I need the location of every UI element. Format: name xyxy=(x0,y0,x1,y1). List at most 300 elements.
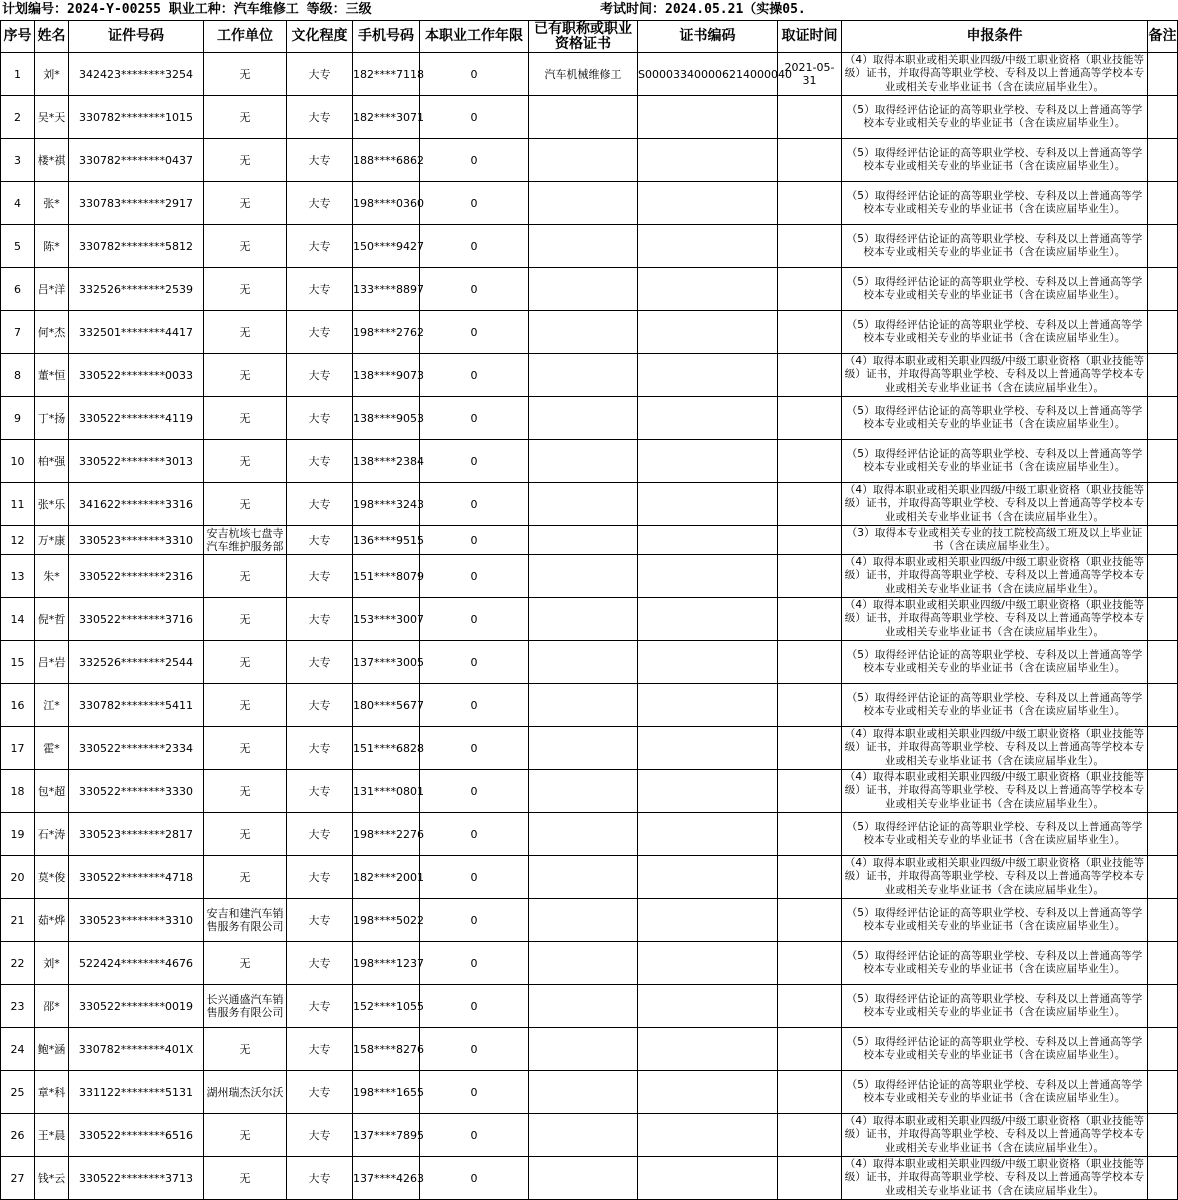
col-cert-code-cell xyxy=(638,942,778,985)
col-conditions-cell: （5）取得经评估论证的高等职业学校、专科及以上普通高等学校本专业或相关专业的毕业证书（含在读应届毕业生）。 xyxy=(842,942,1148,985)
col-existing-cert-cell xyxy=(529,397,638,440)
col-cert-date-cell xyxy=(778,813,842,856)
col-conditions-cell: （4）取得本职业或相关职业四级/中级工职业资格（职业技能等级）证书，并取得高等职业学校、专科及以上普通高等学校本专业或相关专业毕业证书（含在读应届毕业生）。 xyxy=(842,856,1148,899)
table-row xyxy=(1,770,1178,813)
col-conditions-cell: （5）取得经评估论证的高等职业学校、专科及以上普通高等学校本专业或相关专业的毕业证书（含在读应届毕业生）。 xyxy=(842,225,1148,268)
col-conditions-cell: （5）取得经评估论证的高等职业学校、专科及以上普通高等学校本专业或相关专业的毕业证书（含在读应届毕业生）。 xyxy=(842,139,1148,182)
col-existing-cert-cell xyxy=(529,856,638,899)
col-phone-cell: 150****9427 xyxy=(353,225,420,268)
col-seq-cell: 21 xyxy=(1,899,35,942)
col-existing-cert-cell xyxy=(529,813,638,856)
col-existing-cert-cell xyxy=(529,641,638,684)
col-conditions-cell: （4）取得本职业或相关职业四级/中级工职业资格（职业技能等级）证书，并取得高等职业学校、专科及以上普通高等学校本专业或相关专业毕业证书（含在读应届毕业生）。 xyxy=(842,770,1148,813)
col-existing-cert-cell xyxy=(529,727,638,770)
col-cert-code-cell xyxy=(638,856,778,899)
col-note-cell xyxy=(1148,813,1178,856)
col-existing-cert-cell xyxy=(529,96,638,139)
col-cert-date-cell xyxy=(778,1157,842,1200)
col-name-cell: 包*超 xyxy=(35,770,69,813)
table-row xyxy=(1,1114,1178,1157)
col-years-cell: 0 xyxy=(420,139,529,182)
col-cert-date-cell xyxy=(778,770,842,813)
col-phone-cell: 158****8276 xyxy=(353,1028,420,1071)
col-existing-cert-cell xyxy=(529,440,638,483)
col-id-number-cell: 332501********4417 xyxy=(69,311,204,354)
table-row xyxy=(1,311,1178,354)
col-note-cell xyxy=(1148,182,1178,225)
col-cert-code-cell xyxy=(638,1114,778,1157)
col-note-cell xyxy=(1148,139,1178,182)
col-cert-code-cell xyxy=(638,641,778,684)
table-row xyxy=(1,813,1178,856)
col-seq-cell: 18 xyxy=(1,770,35,813)
col-conditions-cell: （5）取得经评估论证的高等职业学校、专科及以上普通高等学校本专业或相关专业的毕业证书（含在读应届毕业生）。 xyxy=(842,985,1148,1028)
table-row xyxy=(1,440,1178,483)
col-id-number-cell: 330523********2817 xyxy=(69,813,204,856)
col-phone-cell: 188****6862 xyxy=(353,139,420,182)
col-cert-code-cell xyxy=(638,684,778,727)
col-cert-code-cell xyxy=(638,483,778,526)
col-seq-cell: 13 xyxy=(1,555,35,598)
col-education-cell: 大专 xyxy=(287,182,353,225)
col-conditions-cell: （5）取得经评估论证的高等职业学校、专科及以上普通高等学校本专业或相关专业的毕业证书（含在读应届毕业生）。 xyxy=(842,96,1148,139)
table-row xyxy=(1,225,1178,268)
col-work-unit-cell: 无 xyxy=(204,598,287,641)
col-name-cell: 吕*洋 xyxy=(35,268,69,311)
sheet-header xyxy=(0,0,1139,20)
col-existing-cert-cell xyxy=(529,942,638,985)
col-seq-cell: 15 xyxy=(1,641,35,684)
col-conditions-cell: （5）取得经评估论证的高等职业学校、专科及以上普通高等学校本专业或相关专业的毕业证书（含在读应届毕业生）。 xyxy=(842,1028,1148,1071)
col-work-unit-cell: 无 xyxy=(204,1114,287,1157)
col-phone-cell: 198****1237 xyxy=(353,942,420,985)
col-note-cell xyxy=(1148,1157,1178,1200)
col-conditions-cell: （4）取得本职业或相关职业四级/中级工职业资格（职业技能等级）证书，并取得高等职业学校、专科及以上普通高等学校本专业或相关专业毕业证书（含在读应届毕业生）。 xyxy=(842,598,1148,641)
col-years-cell: 0 xyxy=(420,96,529,139)
col-cert-date-cell xyxy=(778,942,842,985)
col-education-cell: 大专 xyxy=(287,96,353,139)
col-seq-cell: 22 xyxy=(1,942,35,985)
col-seq-cell: 24 xyxy=(1,1028,35,1071)
col-id-number-cell: 330522********2316 xyxy=(69,555,204,598)
col-conditions-cell: （4）取得本职业或相关职业四级/中级工职业资格（职业技能等级）证书，并取得高等职业学校、专科及以上普通高等学校本专业或相关专业毕业证书（含在读应届毕业生）。 xyxy=(842,727,1148,770)
col-cert-code-cell xyxy=(638,1028,778,1071)
col-existing-cert-cell xyxy=(529,225,638,268)
col-cert-code-cell xyxy=(638,440,778,483)
col-work-unit-cell: 无 xyxy=(204,555,287,598)
col-note-cell xyxy=(1148,526,1178,555)
col-years-cell: 0 xyxy=(420,555,529,598)
col-cert-code-cell xyxy=(638,727,778,770)
col-years-cell: 0 xyxy=(420,641,529,684)
plan-info: 计划编号：2024-Y-00255 职业工种：汽车维修工 等级：三级 xyxy=(2,2,372,17)
col-education-cell: 大专 xyxy=(287,354,353,397)
col-cert-date-cell xyxy=(778,1071,842,1114)
col-seq-cell: 12 xyxy=(1,526,35,555)
col-id-number-cell: 330522********3013 xyxy=(69,440,204,483)
col-note-cell xyxy=(1148,598,1178,641)
col-name-cell: 朱* xyxy=(35,555,69,598)
col-cert-code-cell xyxy=(638,598,778,641)
col-cert-code-cell xyxy=(638,225,778,268)
col-name-cell: 万*康 xyxy=(35,526,69,555)
col-education-cell: 大专 xyxy=(287,598,353,641)
col-education-cell: 大专 xyxy=(287,53,353,96)
col-phone-cell: 198****0360 xyxy=(353,182,420,225)
col-note-cell xyxy=(1148,1028,1178,1071)
col-education-cell: 大专 xyxy=(287,526,353,555)
col-seq-cell: 17 xyxy=(1,727,35,770)
col-conditions-cell: （5）取得经评估论证的高等职业学校、专科及以上普通高等学校本专业或相关专业的毕业证书（含在读应届毕业生）。 xyxy=(842,684,1148,727)
col-name-cell: 何*杰 xyxy=(35,311,69,354)
col-id-number-header: 证件号码 xyxy=(69,21,204,53)
col-seq-cell: 9 xyxy=(1,397,35,440)
col-note-cell xyxy=(1148,1114,1178,1157)
col-work-unit-cell: 无 xyxy=(204,1028,287,1071)
col-phone-cell: 152****1055 xyxy=(353,985,420,1028)
col-cert-code-cell: S000033400006214000040 xyxy=(638,53,778,96)
col-note-cell xyxy=(1148,1071,1178,1114)
col-cert-code-header: 证书编码 xyxy=(638,21,778,53)
col-phone-cell: 138****9073 xyxy=(353,354,420,397)
col-work-unit-cell: 无 xyxy=(204,727,287,770)
col-years-cell: 0 xyxy=(420,1157,529,1200)
col-seq-cell: 16 xyxy=(1,684,35,727)
col-phone-cell: 182****2001 xyxy=(353,856,420,899)
col-id-number-cell: 330782********5411 xyxy=(69,684,204,727)
col-cert-code-cell xyxy=(638,182,778,225)
col-years-cell: 0 xyxy=(420,182,529,225)
col-phone-header: 手机号码 xyxy=(353,21,420,53)
col-seq-cell: 2 xyxy=(1,96,35,139)
col-note-cell xyxy=(1148,96,1178,139)
col-years-cell: 0 xyxy=(420,727,529,770)
col-existing-cert-cell xyxy=(529,985,638,1028)
col-note-cell xyxy=(1148,555,1178,598)
col-cert-code-cell xyxy=(638,311,778,354)
col-note-cell xyxy=(1148,942,1178,985)
col-id-number-cell: 342423********3254 xyxy=(69,53,204,96)
col-education-cell: 大专 xyxy=(287,1071,353,1114)
col-phone-cell: 151****6828 xyxy=(353,727,420,770)
col-seq-cell: 11 xyxy=(1,483,35,526)
col-work-unit-cell: 无 xyxy=(204,96,287,139)
col-cert-date-cell xyxy=(778,727,842,770)
col-education-cell: 大专 xyxy=(287,1028,353,1071)
col-cert-code-cell xyxy=(638,397,778,440)
col-existing-cert-header: 已有职称或职业资格证书 xyxy=(529,21,638,53)
col-existing-cert-cell: 汽车机械维修工 xyxy=(529,53,638,96)
col-existing-cert-cell xyxy=(529,354,638,397)
col-id-number-cell: 331122********5131 xyxy=(69,1071,204,1114)
table-row xyxy=(1,397,1178,440)
col-name-cell: 丁*扬 xyxy=(35,397,69,440)
col-note-cell xyxy=(1148,641,1178,684)
col-cert-code-cell xyxy=(638,96,778,139)
col-conditions-cell: （5）取得经评估论证的高等职业学校、专科及以上普通高等学校本专业或相关专业的毕业证书（含在读应届毕业生）。 xyxy=(842,182,1148,225)
col-note-cell xyxy=(1148,483,1178,526)
col-note-cell xyxy=(1148,727,1178,770)
col-phone-cell: 151****8079 xyxy=(353,555,420,598)
col-education-cell: 大专 xyxy=(287,555,353,598)
col-years-cell: 0 xyxy=(420,483,529,526)
col-name-cell: 邵* xyxy=(35,985,69,1028)
col-cert-date-cell xyxy=(778,598,842,641)
col-note-cell xyxy=(1148,311,1178,354)
col-education-cell: 大专 xyxy=(287,268,353,311)
col-education-cell: 大专 xyxy=(287,641,353,684)
col-education-cell: 大专 xyxy=(287,1157,353,1200)
col-note-cell xyxy=(1148,440,1178,483)
col-id-number-cell: 341622********3316 xyxy=(69,483,204,526)
col-id-number-cell: 330522********4718 xyxy=(69,856,204,899)
col-name-cell: 柏*强 xyxy=(35,440,69,483)
col-existing-cert-cell xyxy=(529,1028,638,1071)
col-id-number-cell: 330523********3310 xyxy=(69,526,204,555)
col-education-cell: 大专 xyxy=(287,397,353,440)
col-name-cell: 倪*哲 xyxy=(35,598,69,641)
col-cert-code-cell xyxy=(638,770,778,813)
col-note-cell xyxy=(1148,770,1178,813)
table-row xyxy=(1,899,1178,942)
col-seq-cell: 4 xyxy=(1,182,35,225)
col-years-cell: 0 xyxy=(420,397,529,440)
col-work-unit-cell: 安吉和建汽车销售服务有限公司 xyxy=(204,899,287,942)
col-existing-cert-cell xyxy=(529,1157,638,1200)
col-cert-code-cell xyxy=(638,268,778,311)
col-existing-cert-cell xyxy=(529,311,638,354)
col-name-cell: 茹*烨 xyxy=(35,899,69,942)
col-conditions-cell: （5）取得经评估论证的高等职业学校、专科及以上普通高等学校本专业或相关专业的毕业证书（含在读应届毕业生）。 xyxy=(842,899,1148,942)
col-phone-cell: 138****9053 xyxy=(353,397,420,440)
col-note-cell xyxy=(1148,856,1178,899)
col-name-cell: 楼*祺 xyxy=(35,139,69,182)
col-cert-date-cell xyxy=(778,311,842,354)
col-seq-cell: 8 xyxy=(1,354,35,397)
col-conditions-cell: （4）取得本职业或相关职业四级/中级工职业资格（职业技能等级）证书，并取得高等职业学校、专科及以上普通高等学校本专业或相关专业毕业证书（含在读应届毕业生）。 xyxy=(842,1157,1148,1200)
col-education-cell: 大专 xyxy=(287,727,353,770)
col-phone-cell: 137****4263 xyxy=(353,1157,420,1200)
col-work-unit-cell: 无 xyxy=(204,813,287,856)
col-id-number-cell: 330782********401X xyxy=(69,1028,204,1071)
col-existing-cert-cell xyxy=(529,684,638,727)
col-cert-date-cell xyxy=(778,440,842,483)
col-cert-date-header: 取证时间 xyxy=(778,21,842,53)
col-cert-code-cell xyxy=(638,899,778,942)
col-work-unit-header: 工作单位 xyxy=(204,21,287,53)
col-years-cell: 0 xyxy=(420,942,529,985)
col-work-unit-cell: 无 xyxy=(204,684,287,727)
col-years-cell: 0 xyxy=(420,985,529,1028)
col-phone-cell: 153****3007 xyxy=(353,598,420,641)
col-seq-cell: 6 xyxy=(1,268,35,311)
col-id-number-cell: 332526********2544 xyxy=(69,641,204,684)
col-phone-cell: 198****1655 xyxy=(353,1071,420,1114)
col-years-header: 本职业工作年限 xyxy=(420,21,529,53)
col-education-cell: 大专 xyxy=(287,899,353,942)
col-cert-date-cell xyxy=(778,899,842,942)
table-row xyxy=(1,985,1178,1028)
col-name-cell: 董*恒 xyxy=(35,354,69,397)
col-id-number-cell: 330522********0019 xyxy=(69,985,204,1028)
col-note-cell xyxy=(1148,53,1178,96)
col-phone-cell: 182****3071 xyxy=(353,96,420,139)
table-row xyxy=(1,942,1178,985)
col-conditions-header: 申报条件 xyxy=(842,21,1148,53)
col-name-cell: 吴*天 xyxy=(35,96,69,139)
col-work-unit-cell: 无 xyxy=(204,139,287,182)
col-work-unit-cell: 无 xyxy=(204,182,287,225)
col-id-number-cell: 330522********6516 xyxy=(69,1114,204,1157)
col-seq-cell: 20 xyxy=(1,856,35,899)
table-row xyxy=(1,856,1178,899)
col-note-header: 备注 xyxy=(1148,21,1178,53)
col-work-unit-cell: 无 xyxy=(204,397,287,440)
table-row xyxy=(1,268,1178,311)
col-cert-date-cell xyxy=(778,483,842,526)
col-cert-date-cell xyxy=(778,225,842,268)
col-existing-cert-cell xyxy=(529,268,638,311)
col-years-cell: 0 xyxy=(420,225,529,268)
col-id-number-cell: 330522********2334 xyxy=(69,727,204,770)
exam-time: 考试时间：2024.05.21（实操05. xyxy=(600,2,806,17)
col-seq-cell: 19 xyxy=(1,813,35,856)
col-name-cell: 霍* xyxy=(35,727,69,770)
col-education-cell: 大专 xyxy=(287,856,353,899)
col-seq-cell: 5 xyxy=(1,225,35,268)
col-cert-code-cell xyxy=(638,1157,778,1200)
col-name-cell: 陈* xyxy=(35,225,69,268)
col-years-cell: 0 xyxy=(420,311,529,354)
col-years-cell: 0 xyxy=(420,354,529,397)
col-cert-date-cell xyxy=(778,526,842,555)
col-seq-cell: 14 xyxy=(1,598,35,641)
col-conditions-cell: （5）取得经评估论证的高等职业学校、专科及以上普通高等学校本专业或相关专业的毕业证书（含在读应届毕业生）。 xyxy=(842,1071,1148,1114)
col-seq-header: 序号 xyxy=(1,21,35,53)
col-cert-date-cell xyxy=(778,641,842,684)
col-existing-cert-cell xyxy=(529,483,638,526)
col-conditions-cell: （4）取得本职业或相关职业四级/中级工职业资格（职业技能等级）证书，并取得高等职业学校、专科及以上普通高等学校本专业或相关专业毕业证书（含在读应届毕业生）。 xyxy=(842,354,1148,397)
table-row xyxy=(1,641,1178,684)
table-row xyxy=(1,1157,1178,1200)
col-seq-cell: 27 xyxy=(1,1157,35,1200)
col-seq-cell: 10 xyxy=(1,440,35,483)
col-work-unit-cell: 无 xyxy=(204,354,287,397)
col-years-cell: 0 xyxy=(420,598,529,641)
col-id-number-cell: 330783********2917 xyxy=(69,182,204,225)
col-work-unit-cell: 无 xyxy=(204,53,287,96)
col-note-cell xyxy=(1148,899,1178,942)
col-conditions-cell: （4）取得本职业或相关职业四级/中级工职业资格（职业技能等级）证书，并取得高等职业学校、专科及以上普通高等学校本专业或相关专业毕业证书（含在读应届毕业生）。 xyxy=(842,53,1148,96)
col-name-cell: 章*科 xyxy=(35,1071,69,1114)
col-cert-code-cell xyxy=(638,813,778,856)
col-conditions-cell: （5）取得经评估论证的高等职业学校、专科及以上普通高等学校本专业或相关专业的毕业证书（含在读应届毕业生）。 xyxy=(842,440,1148,483)
col-years-cell: 0 xyxy=(420,813,529,856)
col-existing-cert-cell xyxy=(529,770,638,813)
col-name-cell: 王*晨 xyxy=(35,1114,69,1157)
col-cert-code-cell xyxy=(638,139,778,182)
col-id-number-cell: 330522********3713 xyxy=(69,1157,204,1200)
col-name-cell: 鲍*涵 xyxy=(35,1028,69,1071)
col-conditions-cell: （5）取得经评估论证的高等职业学校、专科及以上普通高等学校本专业或相关专业的毕业证书（含在读应届毕业生）。 xyxy=(842,397,1148,440)
col-education-cell: 大专 xyxy=(287,440,353,483)
col-note-cell xyxy=(1148,354,1178,397)
col-name-cell: 莫*俊 xyxy=(35,856,69,899)
col-cert-date-cell xyxy=(778,268,842,311)
col-phone-cell: 137****7895 xyxy=(353,1114,420,1157)
col-years-cell: 0 xyxy=(420,856,529,899)
applicant-table xyxy=(0,20,1178,1200)
col-education-cell: 大专 xyxy=(287,684,353,727)
col-cert-date-cell xyxy=(778,856,842,899)
col-cert-date-cell xyxy=(778,684,842,727)
col-existing-cert-cell xyxy=(529,1114,638,1157)
col-cert-code-cell xyxy=(638,555,778,598)
col-seq-cell: 23 xyxy=(1,985,35,1028)
header-row xyxy=(1,21,1178,53)
col-existing-cert-cell xyxy=(529,182,638,225)
col-id-number-cell: 330522********3330 xyxy=(69,770,204,813)
col-education-cell: 大专 xyxy=(287,985,353,1028)
col-education-cell: 大专 xyxy=(287,483,353,526)
col-cert-date-cell xyxy=(778,96,842,139)
col-cert-date-cell xyxy=(778,354,842,397)
col-years-cell: 0 xyxy=(420,899,529,942)
col-conditions-cell: （5）取得经评估论证的高等职业学校、专科及以上普通高等学校本专业或相关专业的毕业证书（含在读应届毕业生）。 xyxy=(842,268,1148,311)
col-phone-cell: 182****7118 xyxy=(353,53,420,96)
table-row xyxy=(1,727,1178,770)
col-cert-date-cell xyxy=(778,985,842,1028)
col-id-number-cell: 330522********3716 xyxy=(69,598,204,641)
col-work-unit-cell: 无 xyxy=(204,225,287,268)
col-phone-cell: 136****9515 xyxy=(353,526,420,555)
col-work-unit-cell: 无 xyxy=(204,483,287,526)
col-years-cell: 0 xyxy=(420,440,529,483)
col-seq-cell: 1 xyxy=(1,53,35,96)
col-seq-cell: 7 xyxy=(1,311,35,354)
col-years-cell: 0 xyxy=(420,268,529,311)
col-id-number-cell: 522424********4676 xyxy=(69,942,204,985)
col-cert-code-cell xyxy=(638,1071,778,1114)
table-row xyxy=(1,53,1178,96)
col-cert-date-cell xyxy=(778,1114,842,1157)
col-existing-cert-cell xyxy=(529,526,638,555)
table-row xyxy=(1,1028,1178,1071)
col-id-number-cell: 332526********2539 xyxy=(69,268,204,311)
col-note-cell xyxy=(1148,985,1178,1028)
col-phone-cell: 180****5677 xyxy=(353,684,420,727)
col-seq-cell: 3 xyxy=(1,139,35,182)
col-work-unit-cell: 安吉杭垓七盘寺汽车维护服务部 xyxy=(204,526,287,555)
col-id-number-cell: 330782********1015 xyxy=(69,96,204,139)
col-phone-cell: 133****8897 xyxy=(353,268,420,311)
col-work-unit-cell: 无 xyxy=(204,311,287,354)
col-cert-date-cell xyxy=(778,182,842,225)
col-id-number-cell: 330522********4119 xyxy=(69,397,204,440)
col-name-cell: 张*乐 xyxy=(35,483,69,526)
col-education-cell: 大专 xyxy=(287,311,353,354)
col-phone-cell: 198****2762 xyxy=(353,311,420,354)
table-row xyxy=(1,483,1178,526)
col-id-number-cell: 330782********0437 xyxy=(69,139,204,182)
table-row xyxy=(1,684,1178,727)
col-note-cell xyxy=(1148,397,1178,440)
col-education-cell: 大专 xyxy=(287,225,353,268)
table-row xyxy=(1,555,1178,598)
table-row xyxy=(1,182,1178,225)
col-education-cell: 大专 xyxy=(287,139,353,182)
col-education-cell: 大专 xyxy=(287,813,353,856)
